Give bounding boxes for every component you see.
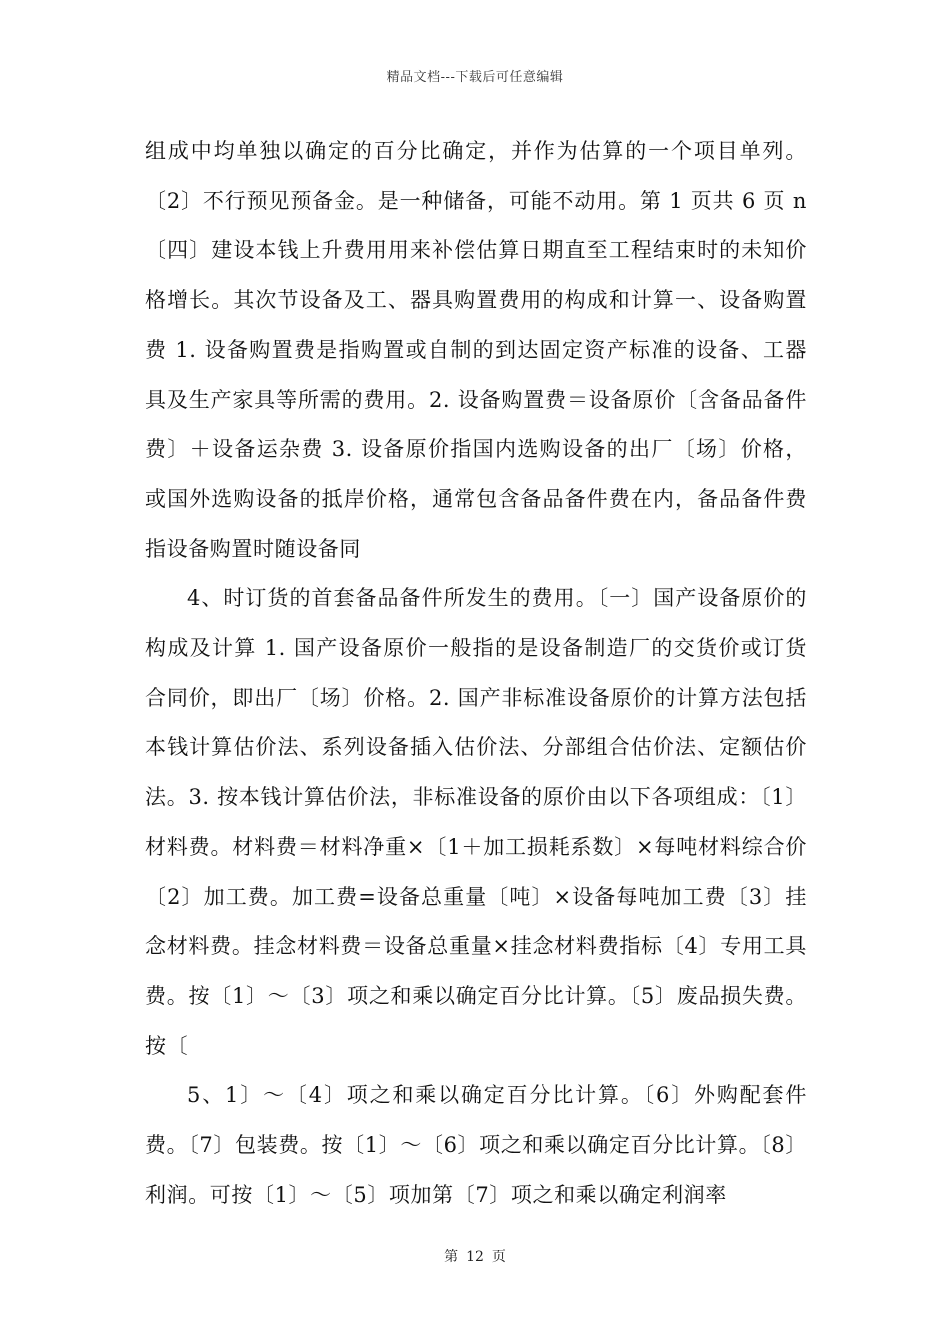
document-body [145, 127, 807, 1220]
page-footer [0, 1246, 950, 1266]
footer-prefix: 第 [444, 1249, 459, 1265]
footer-suffix: 页 [491, 1249, 506, 1265]
paragraph-3: 5、1〕～〔4〕项之和乘以确定百分比计算。〔6〕外购配套件费。〔7〕包装费。按〔1〕～〔6〕项之和乘以确定百分比计算。〔8〕利润。可按〔1〕～〔5〕项加第〔7〕项之和乘以确定利润率 [145, 1083, 807, 1207]
paragraph-2: 4、时订货的首套备品备件所发生的费用。〔一〕国产设备原价的构成及计算 1. 国产设备原价一般指的是设备制造厂的交货价或订货合同价，即出厂〔场〕价格。2. 国产非标准设备原价的计算方法包括本钱计算估价法、系列设备插入估价法、分部组合估价法、定额估价法。3. 按本钱计算估价法，非标准设备的原价由以下各项组成：〔1〕材料费。材料费＝材料净重×〔1＋加工损耗系数〕×每吨材料综合价〔2〕加工费。加工费=设备总重量〔吨〕×设备每吨加工费〔3〕挂念材料费。挂念材料费＝设备总重量×挂念材料费指标〔4〕专用工具费。按〔1〕～〔3〕项之和乘以确定百分比计算。〔5〕废品损失费。按〔 [145, 586, 807, 1058]
paragraph-1: 组成中均单独以确定的百分比确定，并作为估算的一个项目单列。〔2〕不行预见预备金。是一种储备，可能不动用。第 1 页共 6 页 n〔四〕建设本钱上升费用用来补偿估算日期直至工程结束时的未知价格增长。其次节设备及工、器具购置费用的构成和计算一、设备购置费 1. 设备购置费是指购置或自制的到达固定资产标准的设备、工器具及生产家具等所需的费用。2. 设备购置费＝设备原价〔含备品备件费〕＋设备运杂费 3. 设备原价指国内选购设备的出厂〔场〕价格，或国外选购设备的抵岸价格，通常包含备品备件费在内，备品备件费指设备购置时随设备同 [145, 139, 807, 561]
page-header: 精品文档---下载后可任意编辑 [386, 70, 564, 85]
page-number: 12 [466, 1249, 484, 1265]
